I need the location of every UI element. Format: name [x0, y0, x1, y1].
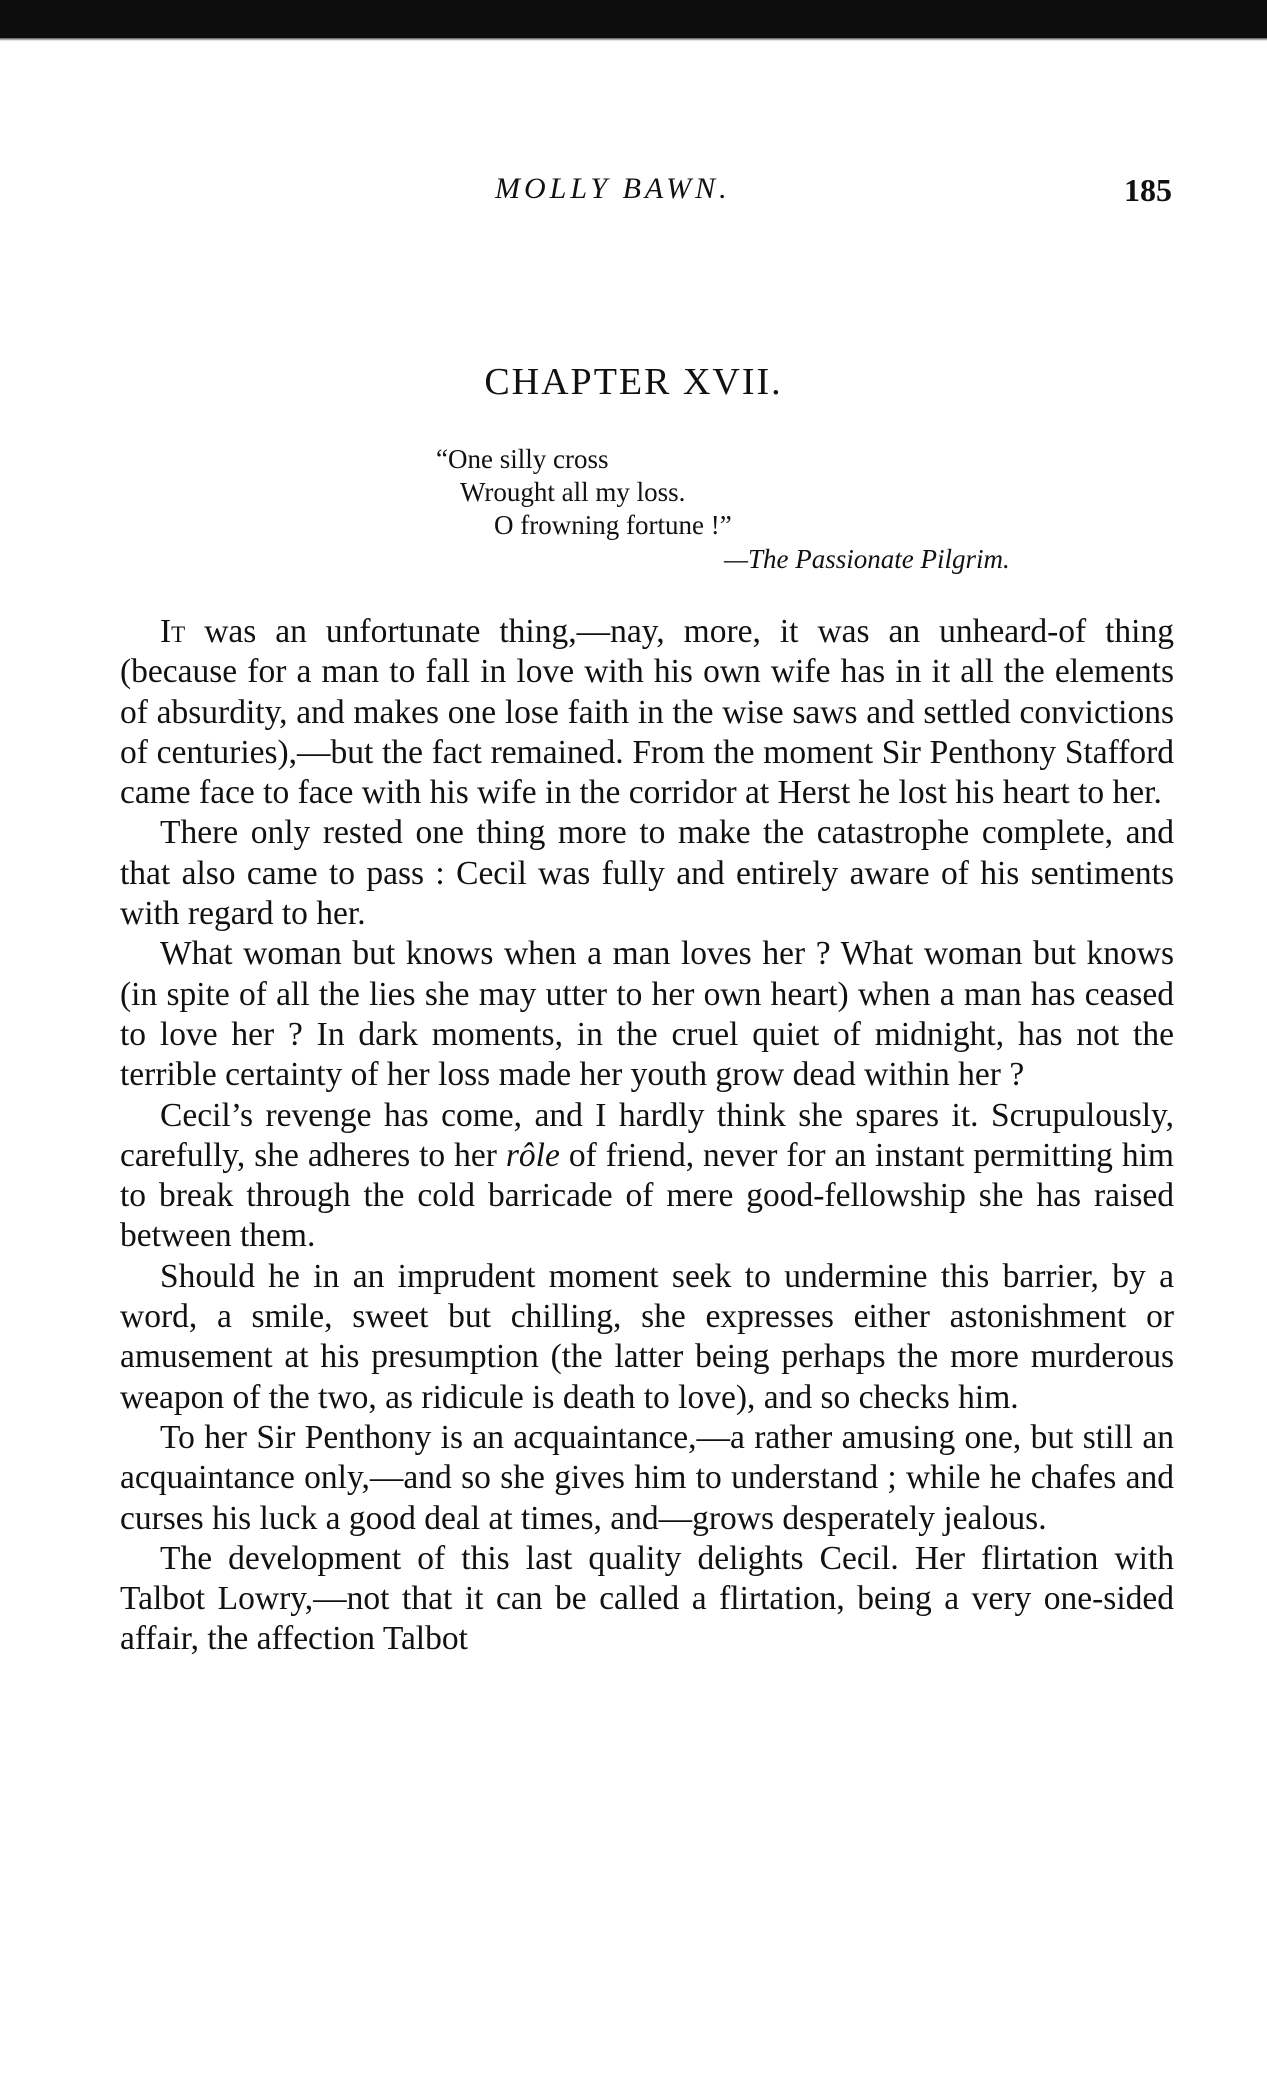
paragraph: [120, 1418, 1174, 1539]
paragraph-text: What woman but knows when a man loves her ? What woman but knows (in spite of all the lies she may utter to her own heart) when a man has ceased to love her ? In dark moments, in the cruel quiet of midnight, has not the terrible certainty of her loss made her youth grow dead within her ?: [120, 935, 1174, 1094]
body-text: [120, 612, 1174, 1660]
paragraph-lead-word: It: [160, 613, 186, 650]
paragraph-text: The development of this last quality delights Cecil. Her flirtation with Talbot Lowry,—not that it can be called a flirtation, being a very one-sided affair, the affection Talbot: [120, 1539, 1174, 1658]
running-head: [0, 172, 1267, 212]
paragraph: [120, 1539, 1174, 1660]
paragraph: [120, 813, 1174, 934]
running-head-title: MOLLY BAWN.: [495, 172, 731, 205]
paragraph: [120, 1257, 1174, 1418]
epigraph-line: O frowning fortune !”: [494, 510, 732, 540]
paragraph: [120, 612, 1174, 813]
paragraph-text: To her Sir Penthony is an acquaintance,—a rather amusing one, but still an acquaintance only,—and so she gives him to understand ; while he chafes and curses his luck a good deal at times, and—grows desperately jealous.: [120, 1418, 1174, 1537]
top-scan-border: [0, 0, 1267, 38]
paragraph-text: Cecil’s revenge has come, and I hardly think she spares it. Scrupulously, carefully, she adheres to her: [120, 1096, 1174, 1174]
epigraph-citation: —The Passionate Pilgrim.: [724, 544, 1010, 574]
paragraph-text: There only rested one thing more to make the catastrophe complete, and that also came to pass : Cecil was fully and entirely aware of his sentiments with regard to her.: [120, 814, 1174, 933]
paragraph: [120, 934, 1174, 1095]
epigraph-line: “One silly cross: [436, 444, 609, 474]
page-number: 185: [1124, 172, 1172, 208]
epigraph-line: Wrought all my loss.: [460, 477, 686, 507]
chapter-title: CHAPTER XVII.: [484, 361, 783, 403]
paragraph-text: Should he in an imprudent moment seek to undermine this barrier, by a word, a smile, sweet but chilling, she expresses either astonishment or amusement at his presumption (the latter being perhaps the more murderous weapon of the two, as ridicule is death to love), and so checks him.: [120, 1257, 1174, 1416]
paragraph-text: was an unfortunate thing,—nay, more, it was an unheard-of thing (because for a man to fall in love with his own wife has in it all the elements of absurdity, and makes one lose faith in the wise saws and settled convictions of centuries),—but the fact remained. From the moment Sir Penthony Stafford came face to face with his wife in the corridor at Herst he lost his heart to her.: [120, 613, 1174, 812]
paragraph-text: of friend, never for an instant permitting him to break through the cold barricade of mere good-fellowship she has raised between them.: [120, 1136, 1174, 1255]
italic-word: rôle: [505, 1136, 560, 1174]
top-scan-border-edge: [0, 38, 1267, 41]
paragraph: [120, 1096, 1174, 1257]
